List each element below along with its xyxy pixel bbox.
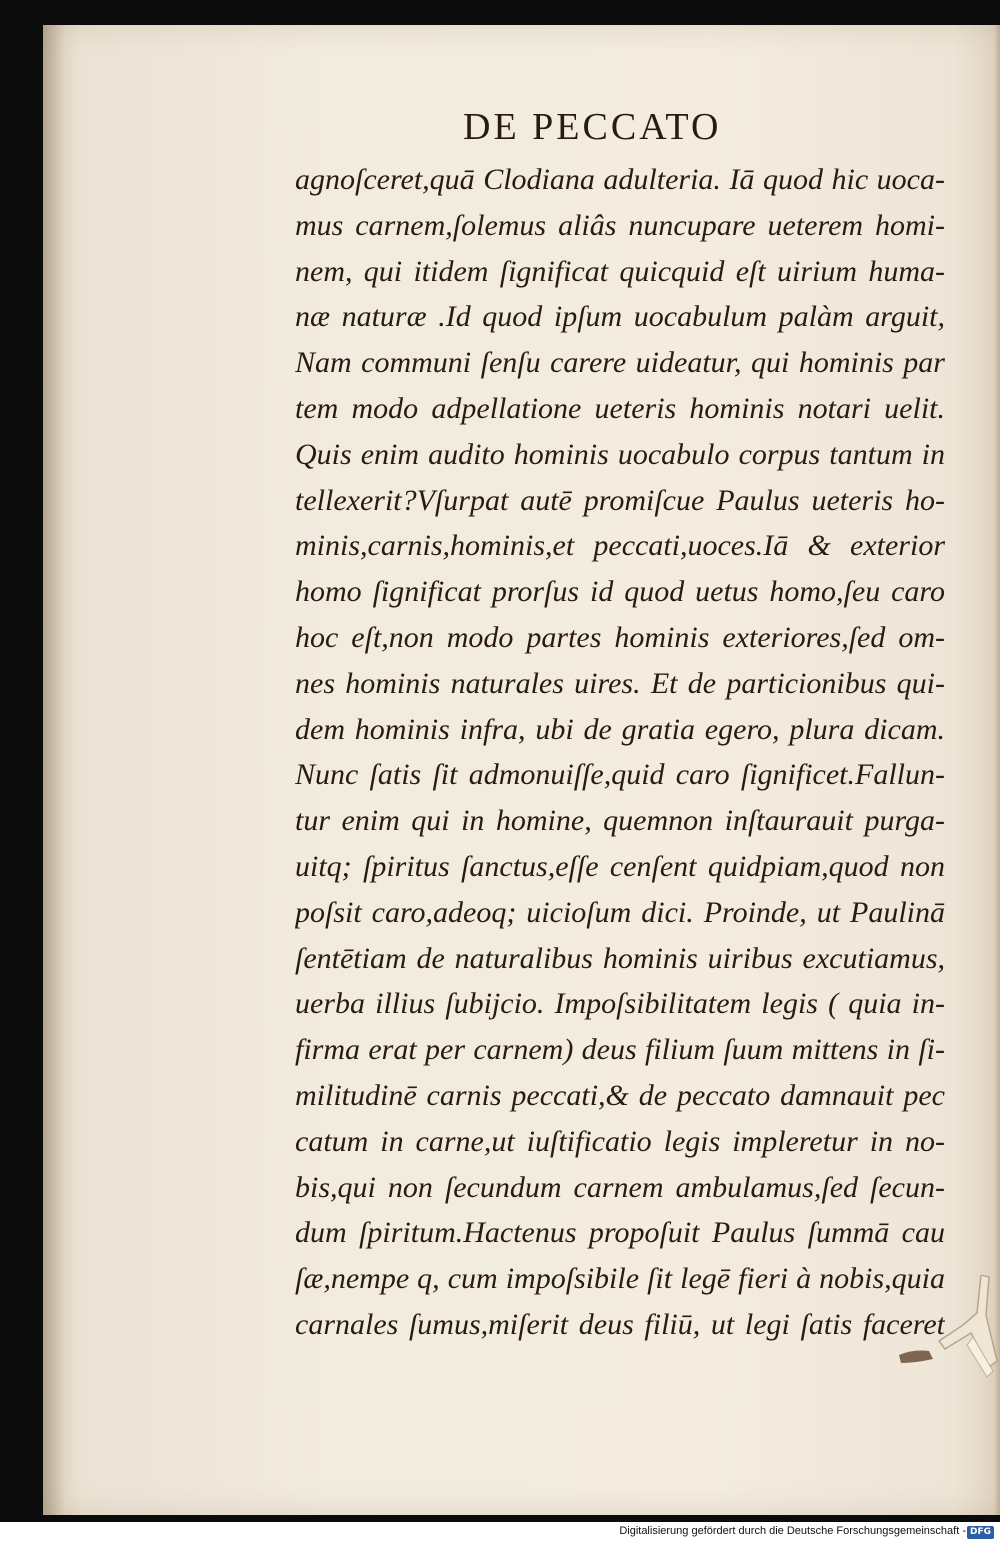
text-line: minis,carnis,hominis,et peccati,uoces.Iā & exterior — [295, 529, 945, 563]
text-line: nem, qui itidem ſignificat quicquid eſt uirium huma- — [295, 254, 945, 288]
dfg-logo: DFG — [967, 1526, 994, 1539]
text-line: Nam communi ſenſu carere uideatur, qui hominis par — [295, 346, 945, 380]
paper-tab-icon — [893, 1275, 1000, 1395]
text-line: mus carnem,ſolemus aliâs nuncupare ueterem homi- — [295, 208, 945, 242]
text-line: tem modo adpellatione ueteris hominis notari uelit. — [295, 391, 945, 425]
text-line: catum in carne,ut iuſtificatio legis impleretur in no- — [295, 1124, 945, 1158]
gutter-shadow — [43, 25, 65, 1515]
text-line: poſsit caro,adeoq; uicioſum dici. Proinde, ut Paulinā — [295, 895, 945, 929]
text-line: tur enim qui in homine, quemnon inſtaurauit purga- — [295, 804, 945, 838]
text-line: næ naturæ .Id quod ipſum uocabulum palàm arguit, — [295, 300, 945, 334]
text-line: homo ſignificat prorſus id quod uetus homo,ſeu caro — [295, 575, 945, 609]
text-line: uitq; ſpiritus ſanctus,eſſe cenſent quidpiam,quod non — [295, 849, 945, 883]
text-line: hoc eſt,non modo partes hominis exteriores,ſed om- — [295, 620, 945, 654]
text-line: tellexerit?Vſurpat autē promiſcue Paulus ueteris ho- — [295, 483, 945, 517]
footer-credit: Digitalisierung gefördert durch die Deutsche Forschungsgemeinschaft - — [619, 1525, 966, 1537]
text-block — [295, 157, 945, 1348]
text-line: Nunc ſatis ſit admonuiſſe,quid caro ſignificet.Fallun- — [295, 758, 945, 792]
text-line: ſæ,nempe q, cum impoſsibile ſit legē fieri à nobis,quia — [295, 1262, 945, 1296]
text-line: firma erat per carnem) deus filium ſuum mittens in ſi- — [295, 1033, 945, 1067]
text-line: Quis enim audito hominis uocabulo corpus tantum in — [295, 437, 945, 471]
book-page — [43, 25, 1000, 1515]
text-line: nes hominis naturales uires. Et de particionibus qui- — [295, 666, 945, 700]
text-line: carnales ſumus,miſerit deus filiū, ut legi ſatis faceret — [295, 1307, 945, 1341]
text-line: bis,qui non ſecundum carnem ambulamus,ſed ſecun- — [295, 1170, 945, 1204]
text-line: militudinē carnis peccati,& de peccato damnauit pec — [295, 1078, 945, 1112]
text-line: agnoſceret,quā Clodiana adulteria. Iā quod hic uoca- — [295, 163, 945, 196]
text-line: uerba illius ſubijcio. Impoſsibilitatem legis ( quia in- — [295, 987, 945, 1021]
text-line: dem hominis infra, ubi de gratia egero, plura dicam. — [295, 712, 945, 746]
text-line: ſentētiam de naturalibus hominis uiribus excutiamus, — [295, 941, 945, 975]
text-line: dum ſpiritum.Hactenus propoſuit Paulus ſummā cau — [295, 1216, 945, 1250]
running-head: DE PECCATO — [463, 106, 722, 148]
digitization-footer — [0, 1522, 1000, 1542]
